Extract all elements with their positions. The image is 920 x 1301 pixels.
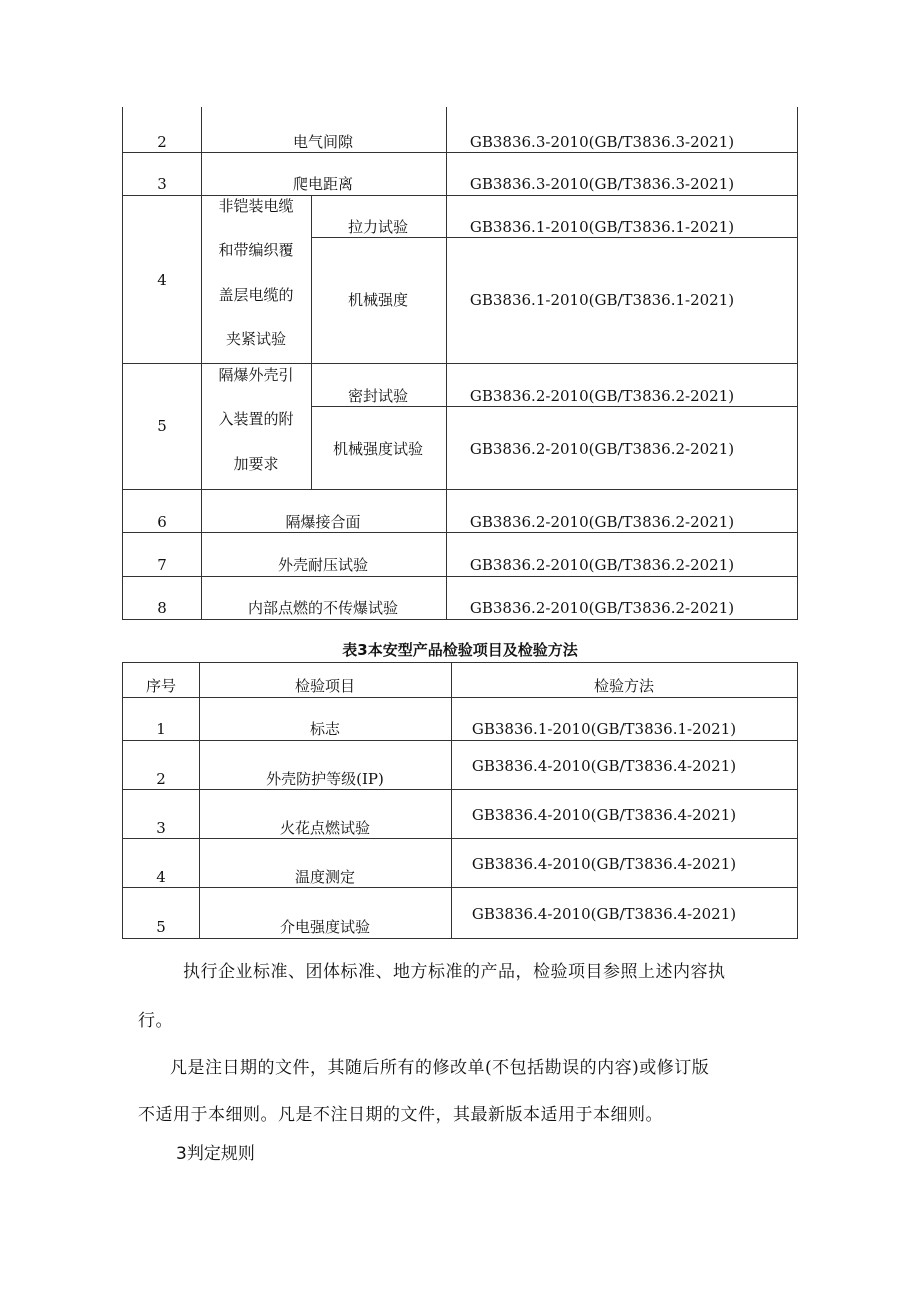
paragraph-line: 行。 [138, 1011, 173, 1031]
table-border [122, 938, 798, 939]
inspection-item: 隔爆接合面 [285, 513, 361, 531]
row-number: 3 [156, 819, 166, 837]
inspection-item-line: 隔爆外壳引 [218, 366, 294, 384]
inspection-method: GB3836.2-2010(GB/T3836.2-2021) [469, 556, 735, 574]
table-border [122, 195, 798, 196]
inspection-subitem: 密封试验 [347, 387, 409, 405]
table-border [311, 406, 798, 407]
inspection-item-line: 盖层电缆的 [218, 286, 294, 304]
inspection-method: GB3836.4-2010(GB/T3836.4-2021) [471, 855, 737, 873]
inspection-method: GB3836.2-2010(GB/T3836.2-2021) [469, 599, 735, 617]
section-heading: 3判定规则 [176, 1144, 255, 1164]
inspection-item: 外壳耐压试验 [277, 556, 369, 574]
table-border [122, 887, 798, 888]
inspection-subitem: 机械强度试验 [332, 440, 424, 458]
table-border [199, 662, 200, 939]
table-border [451, 662, 452, 939]
inspection-method: GB3836.2-2010(GB/T3836.2-2021) [469, 440, 735, 458]
column-header-item: 检验项目 [294, 677, 356, 695]
inspection-item: 内部点燃的不传爆试验 [247, 599, 399, 617]
inspection-method: GB3836.4-2010(GB/T3836.4-2021) [471, 806, 737, 824]
table-border [122, 152, 798, 153]
inspection-item: 介电强度试验 [279, 918, 371, 936]
table-border [122, 619, 798, 620]
table-caption: 表3本安型产品检验项目及检验方法 [342, 641, 578, 659]
inspection-method: GB3836.1-2010(GB/T3836.1-2021) [469, 218, 735, 236]
inspection-subitem: 拉力试验 [347, 218, 409, 236]
inspection-item: 爬电距离 [292, 175, 354, 193]
column-header-number: 序号 [145, 677, 177, 695]
paragraph-line: 凡是注日期的文件，其随后所有的修改单(不包括勘误的内容)或修订版 [170, 1058, 710, 1078]
table-border [797, 662, 798, 939]
inspection-subitem: 机械强度 [347, 291, 409, 309]
row-number: 4 [156, 868, 166, 886]
paragraph-line: 不适用于本细则。凡是不注日期的文件，其最新版本适用于本细则。 [138, 1105, 663, 1125]
table-border [122, 838, 798, 839]
table-border [122, 662, 798, 663]
table-border [122, 789, 798, 790]
inspection-item: 外壳防护等级(IP) [266, 770, 384, 788]
row-number: 5 [157, 417, 167, 435]
row-number: 2 [157, 133, 167, 151]
inspection-item-line: 入装置的附 [218, 410, 294, 428]
table-border [122, 576, 798, 577]
inspection-item-line: 非铠装电缆 [218, 197, 294, 215]
inspection-method: GB3836.4-2010(GB/T3836.4-2021) [471, 905, 737, 923]
inspection-item: 温度测定 [294, 868, 356, 886]
inspection-method: GB3836.3-2010(GB/T3836.3-2021) [469, 133, 735, 151]
row-number: 8 [157, 599, 167, 617]
table-border [311, 363, 312, 489]
inspection-method: GB3836.2-2010(GB/T3836.2-2021) [469, 513, 735, 531]
row-number: 5 [156, 918, 166, 936]
row-number: 4 [157, 271, 167, 289]
inspection-item: 火花点燃试验 [279, 819, 371, 837]
row-number: 2 [156, 770, 166, 788]
table-border [122, 662, 123, 939]
inspection-method: GB3836.4-2010(GB/T3836.4-2021) [471, 757, 737, 775]
row-number: 6 [157, 513, 167, 531]
row-number: 1 [156, 720, 166, 738]
table-border [122, 740, 798, 741]
row-number: 3 [157, 175, 167, 193]
table-border [122, 697, 798, 698]
inspection-method: GB3836.1-2010(GB/T3836.1-2021) [469, 291, 735, 309]
table-border [311, 237, 798, 238]
inspection-method: GB3836.2-2010(GB/T3836.2-2021) [469, 387, 735, 405]
inspection-item: 电气间隙 [292, 133, 354, 151]
paragraph-line: 执行企业标准、团体标准、地方标准的产品，检验项目参照上述内容执 [183, 962, 726, 982]
inspection-item-line: 和带编织覆 [218, 241, 294, 259]
table-border [122, 532, 798, 533]
inspection-method: GB3836.3-2010(GB/T3836.3-2021) [469, 175, 735, 193]
inspection-item: 标志 [309, 720, 341, 738]
inspection-method: GB3836.1-2010(GB/T3836.1-2021) [471, 720, 737, 738]
inspection-item-line: 夹紧试验 [225, 330, 287, 348]
table-border [122, 489, 798, 490]
table-border [122, 363, 798, 364]
column-header-method: 检验方法 [593, 677, 655, 695]
row-number: 7 [157, 556, 167, 574]
inspection-item-line: 加要求 [233, 455, 279, 473]
table-border [311, 195, 312, 363]
